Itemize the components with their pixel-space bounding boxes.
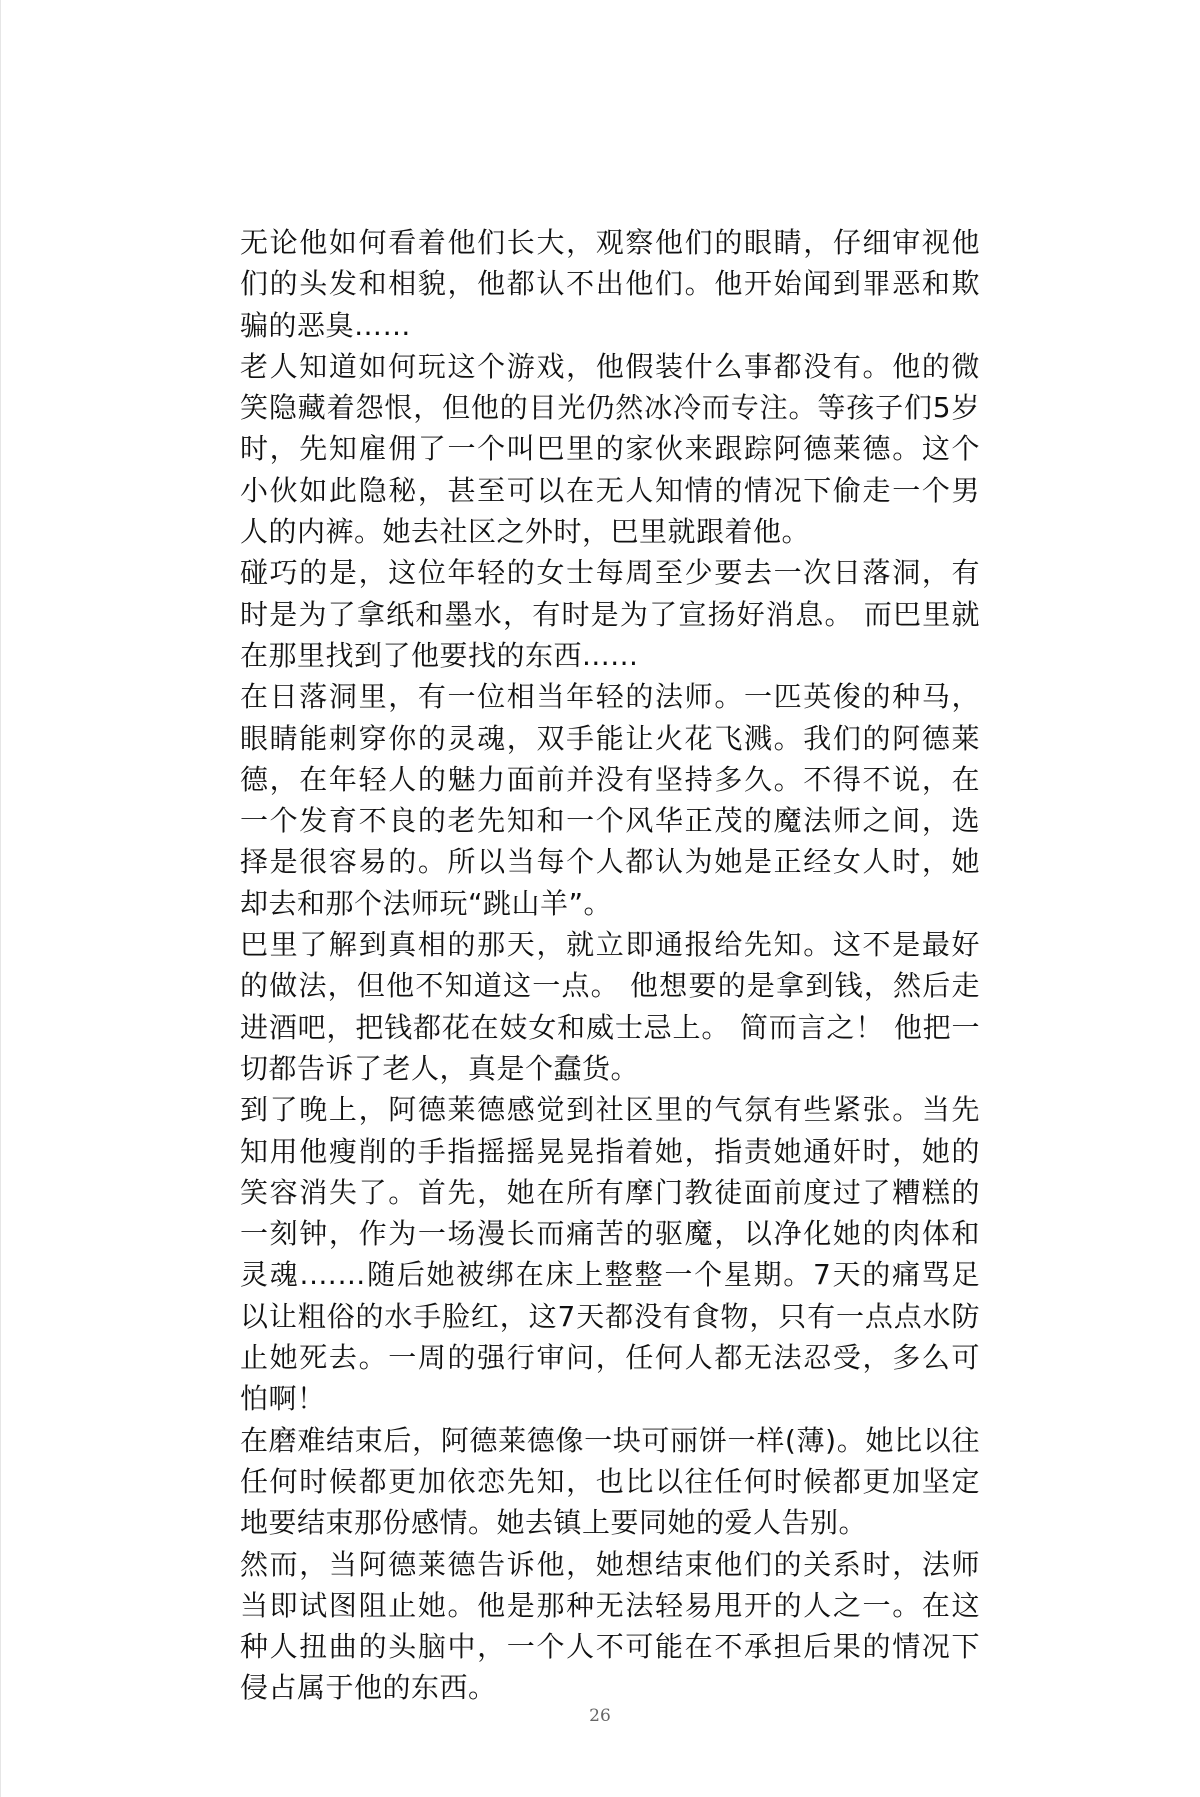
page-body bbox=[240, 222, 980, 1709]
paragraph-7: 在磨难结束后，阿德莱德像一块可丽饼一样(薄)。她比以往任何时候都更加依恋先知，也比以往任何时候都更加坚定地要结束那份感情。她去镇上要同她的爱人告别。 bbox=[240, 1423, 980, 1540]
paragraph-6: 到了晚上，阿德莱德感觉到社区里的气氛有些紧张。当先知用他瘦削的手指摇摇晃晃指着她，指责她通奸时，她的笑容消失了。首先，她在所有摩门教徒面前度过了糟糕的一刻钟，作为一场漫长而痛苦的驱魔，以净化她的肉体和灵魂.……随后她被绑在床上整整一个星期。7天的痛骂足以让粗俗的水手脸红，这7天都没有食物，只有一点点水防止她死去。一周的强行审问，任何人都无法忍受，多么可怕啊！ bbox=[240, 1093, 980, 1416]
paragraph-2: 老人知道如何玩这个游戏，他假装什么事都没有。他的微笑隐藏着怨恨，但他的目光仍然冰冷而专注。等孩子们5岁时，先知雇佣了一个叫巴里的家伙来跟踪阿德莱德。这个小伙如此隐秘，甚至可以在无人知情的情况下偷走一个男人的内裤。她去社区之外时，巴里就跟着他。 bbox=[240, 349, 980, 549]
page-edge bbox=[0, 0, 1, 1797]
paragraph-5: 巴里了解到真相的那天，就立即通报给先知。这不是最好的做法，但他不知道这一点。 他想要的是拿到钱，然后走进酒吧，把钱都花在妓女和威士忌上。 简而言之！ 他把一切都告诉了老人，真是个蠢货。 bbox=[240, 928, 980, 1085]
page-number: 26 bbox=[589, 1706, 611, 1726]
paragraph-1: 无论他如何看着他们长大，观察他们的眼睛，仔细审视他们的头发和相貌，他都认不出他们。他开始闻到罪恶和欺骗的恶臭…… bbox=[240, 226, 980, 342]
paragraph-4: 在日落洞里，有一位相当年轻的法师。一匹英俊的种马，眼睛能刺穿你的灵魂，双手能让火花飞溅。我们的阿德莱德，在年轻人的魅力面前并没有坚持多久。不得不说，在一个发育不良的老先知和一个风华正茂的魔法师之间，选择是很容易的。所以当每个人都认为她是正经女人时，她却去和那个法师玩“跳山羊”。 bbox=[240, 680, 980, 920]
paragraph-8: 然而，当阿德莱德告诉他，她想结束他们的关系时，法师当即试图阻止她。他是那种无法轻易甩开的人之一。在这种人扭曲的头脑中，一个人不可能在不承担后果的情况下侵占属于他的东西。 bbox=[240, 1547, 980, 1705]
paragraph-3: 碰巧的是，这位年轻的女士每周至少要去一次日落洞，有时是为了拿纸和墨水，有时是为了宣扬好消息。 而巴里就在那里找到了他要找的东西...... bbox=[240, 556, 980, 672]
